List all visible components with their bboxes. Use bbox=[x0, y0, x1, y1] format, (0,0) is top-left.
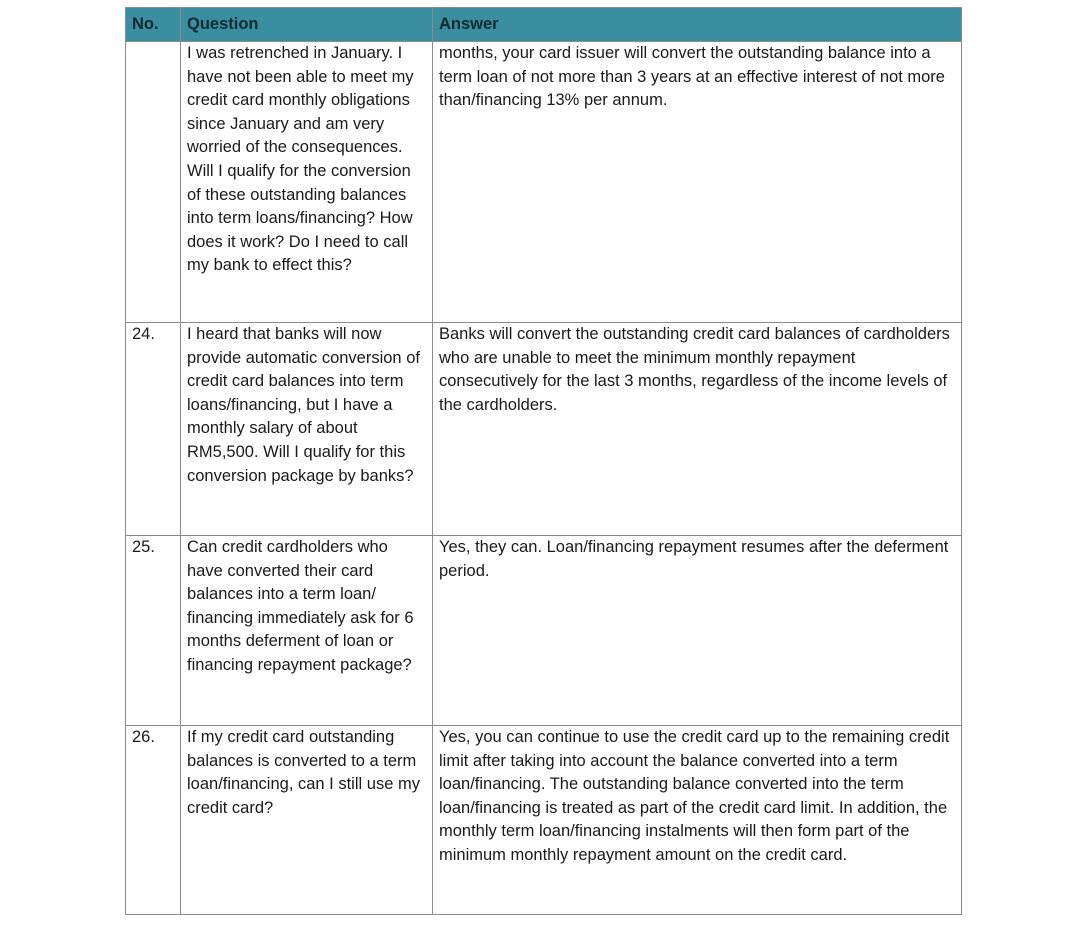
table-row bbox=[126, 536, 962, 726]
header-answer: Answer bbox=[433, 8, 962, 42]
table-row bbox=[126, 323, 962, 536]
question-cell: If my credit card outstanding balances is converted to a term loan/financing, can I still use my credit card? bbox=[181, 726, 433, 915]
question-cell: I heard that banks will now provide automatic conversion of credit card balances into term loans/financing, but I have a monthly salary of about RM5,500. Will I qualify for this conversion package by banks? bbox=[181, 323, 433, 536]
header-row bbox=[126, 8, 962, 42]
row-number: 25. bbox=[126, 536, 181, 726]
answer-cell: Yes, they can. Loan/financing repayment resumes after the deferment period. bbox=[433, 536, 962, 726]
row-number: 24. bbox=[126, 323, 181, 536]
question-cell: I was retrenched in January. I have not been able to meet my credit card monthly obligations since January and am very worried of the consequences. Will I qualify for the conversion of these outstanding balances into term loans/financing? How does it work? Do I need to call my bank to effect this? bbox=[181, 42, 433, 323]
table-row bbox=[126, 42, 962, 323]
row-number bbox=[126, 42, 181, 323]
table-header bbox=[126, 8, 962, 42]
header-no: No. bbox=[126, 8, 181, 42]
answer-cell: months, your card issuer will convert the outstanding balance into a term loan of not more than 3 years at an effective interest of not more than/financing 13% per annum. bbox=[433, 42, 962, 323]
row-number: 26. bbox=[126, 726, 181, 915]
answer-cell: Banks will convert the outstanding credit card balances of cardholders who are unable to meet the minimum monthly repayment consecutively for the last 3 months, regardless of the income levels of the cardholders. bbox=[433, 323, 962, 536]
faq-table bbox=[125, 7, 962, 915]
table-body bbox=[126, 42, 962, 915]
table-row bbox=[126, 726, 962, 915]
answer-cell: Yes, you can continue to use the credit card up to the remaining credit limit after taking into account the balance converted into a term loan/financing. The outstanding balance converted into the term loan/financing is treated as part of the credit card limit. In addition, the monthly term loan/financing instalments will then form part of the minimum monthly repayment amount on the credit card. bbox=[433, 726, 962, 915]
question-cell: Can credit cardholders who have converted their card balances into a term loan/ financing immediately ask for 6 months deferment of loan or financing repayment package? bbox=[181, 536, 433, 726]
header-question: Question bbox=[181, 8, 433, 42]
